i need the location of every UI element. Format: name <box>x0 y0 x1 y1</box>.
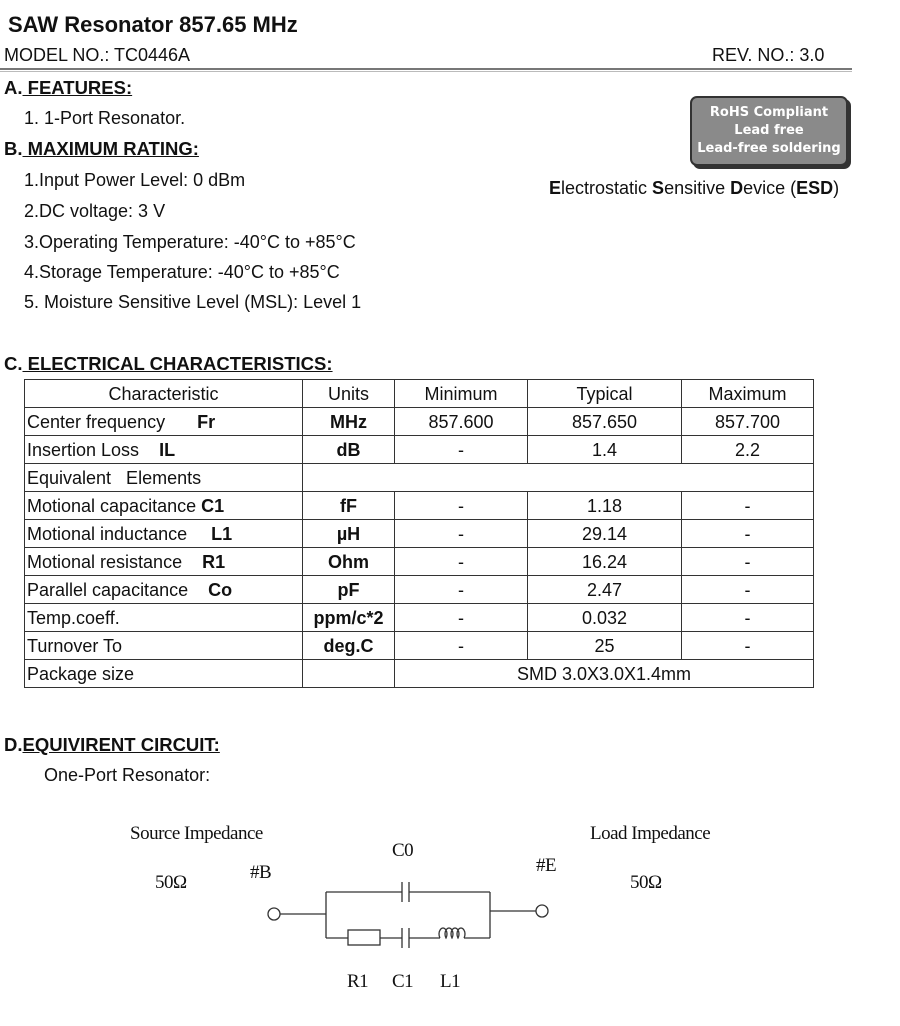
max-rating-heading-text: MAXIMUM RATING: <box>22 138 199 159</box>
port-b-label: #B <box>250 862 272 883</box>
esd-text: ) <box>833 178 840 198</box>
package-size-cell: SMD 3.0X3.0X1.4mm <box>395 660 814 688</box>
unit-cell: µH <box>303 520 395 548</box>
esd-text: ensitive <box>664 178 731 198</box>
esd-text: lectrostatic <box>561 178 653 198</box>
rating-item: 4.Storage Temperature: -40°C to +85°C <box>24 262 340 282</box>
col-header: Typical <box>528 380 682 408</box>
characteristic-name: Parallel capacitance <box>27 579 189 600</box>
typ-cell: 29.14 <box>528 520 682 548</box>
characteristic-symbol: IL <box>159 439 176 460</box>
typ-cell: 25 <box>528 632 682 660</box>
max-cell: 857.700 <box>682 408 814 436</box>
characteristic-cell: Package size <box>25 660 303 688</box>
load-impedance-value: 50Ω <box>630 872 662 893</box>
min-cell: - <box>395 576 528 604</box>
rating-item: 5. Moisture Sensitive Level (MSL): Level 1 <box>24 292 362 312</box>
features-heading-text: FEATURES: <box>22 77 133 98</box>
characteristic-symbol: Fr <box>197 411 216 432</box>
typ-cell: 0.032 <box>528 604 682 632</box>
port-e-label: #E <box>536 855 557 876</box>
revision-number: REV. NO.: 3.0 <box>712 45 825 65</box>
rohs-line: RoHS Compliant <box>709 105 829 120</box>
max-cell: - <box>682 548 814 576</box>
rating-item: 2.DC voltage: 3 V <box>24 201 166 221</box>
characteristic-cell: Temp.coeff. <box>25 604 303 632</box>
unit-cell: fF <box>303 492 395 520</box>
col-header: Characteristic <box>25 380 303 408</box>
typ-cell: 1.4 <box>528 436 682 464</box>
typ-cell: 1.18 <box>528 492 682 520</box>
terminal-b <box>268 908 280 920</box>
characteristic-symbol: L1 <box>211 523 233 544</box>
min-cell: - <box>395 436 528 464</box>
rohs-line: Lead-free soldering <box>697 141 841 156</box>
source-impedance-value: 50Ω <box>155 872 187 893</box>
terminal-e <box>536 905 548 917</box>
characteristic-cell: Turnover To <box>25 632 303 660</box>
characteristic-name: Insertion Loss <box>27 439 140 460</box>
typ-cell: 857.650 <box>528 408 682 436</box>
min-cell: 857.600 <box>395 408 528 436</box>
min-cell: - <box>395 492 528 520</box>
min-cell: - <box>395 520 528 548</box>
min-cell: - <box>395 632 528 660</box>
characteristic-name: Center frequency <box>27 411 166 432</box>
characteristic-symbol: Co <box>208 579 233 600</box>
model-number: MODEL NO.: TC0446A <box>4 45 191 65</box>
characteristic-name: Motional inductance <box>27 523 188 544</box>
col-header: Units <box>303 380 395 408</box>
max-cell: 2.2 <box>682 436 814 464</box>
characteristic-name: Motional resistance <box>27 551 183 572</box>
feature-item: 1. 1-Port Resonator. <box>24 108 186 128</box>
max-cell: - <box>682 520 814 548</box>
esd-text: evice ( <box>743 178 797 198</box>
unit-cell: Ohm <box>303 548 395 576</box>
c1-label: C1 <box>392 971 414 992</box>
electrical-prefix: C. <box>4 353 23 374</box>
rohs-line: Lead free <box>734 123 804 138</box>
characteristic-name: Equivalent Elements <box>27 467 202 488</box>
rating-item: 3.Operating Temperature: -40°C to +85°C <box>24 232 356 252</box>
characteristic-name: Motional capacitance <box>27 495 197 516</box>
unit-cell: pF <box>303 576 395 604</box>
c0-label: C0 <box>392 840 414 861</box>
min-cell: - <box>395 604 528 632</box>
typ-cell: 16.24 <box>528 548 682 576</box>
esd-abbr: ESD <box>796 178 834 198</box>
document-title: SAW Resonator 857.65 MHz <box>8 12 298 37</box>
unit-cell: MHz <box>303 408 395 436</box>
features-prefix: A. <box>4 77 23 98</box>
unit-cell: deg.C <box>303 632 395 660</box>
rating-item: 1.Input Power Level: 0 dBm <box>24 170 246 190</box>
esd-letter: D <box>730 178 744 198</box>
characteristic-symbol: R1 <box>202 551 226 572</box>
circuit-subtitle: One-Port Resonator: <box>44 765 211 785</box>
max-cell: - <box>682 576 814 604</box>
resistor-r1 <box>348 930 380 945</box>
col-header: Maximum <box>682 380 814 408</box>
esd-letter: E <box>549 178 562 198</box>
max-cell: - <box>682 492 814 520</box>
col-header: Minimum <box>395 380 528 408</box>
max-rating-prefix: B. <box>4 138 23 159</box>
max-cell: - <box>682 604 814 632</box>
circuit-prefix: D. <box>4 734 23 755</box>
circuit-heading-text: EQUIVIRENT CIRCUIT: <box>22 734 220 755</box>
esd-letter: S <box>652 178 665 198</box>
typ-cell: 2.47 <box>528 576 682 604</box>
max-cell: - <box>682 632 814 660</box>
characteristic-symbol: C1 <box>201 495 225 516</box>
electrical-heading-text: ELECTRICAL CHARACTERISTICS: <box>22 353 333 374</box>
inductor-l1 <box>439 928 465 938</box>
l1-label: L1 <box>440 971 461 992</box>
load-impedance-label: Load Impedance <box>590 823 711 844</box>
source-impedance-label: Source Impedance <box>130 823 263 844</box>
min-cell: - <box>395 548 528 576</box>
unit-cell: ppm/c*2 <box>303 604 395 632</box>
unit-cell: dB <box>303 436 395 464</box>
r1-label: R1 <box>347 971 369 992</box>
